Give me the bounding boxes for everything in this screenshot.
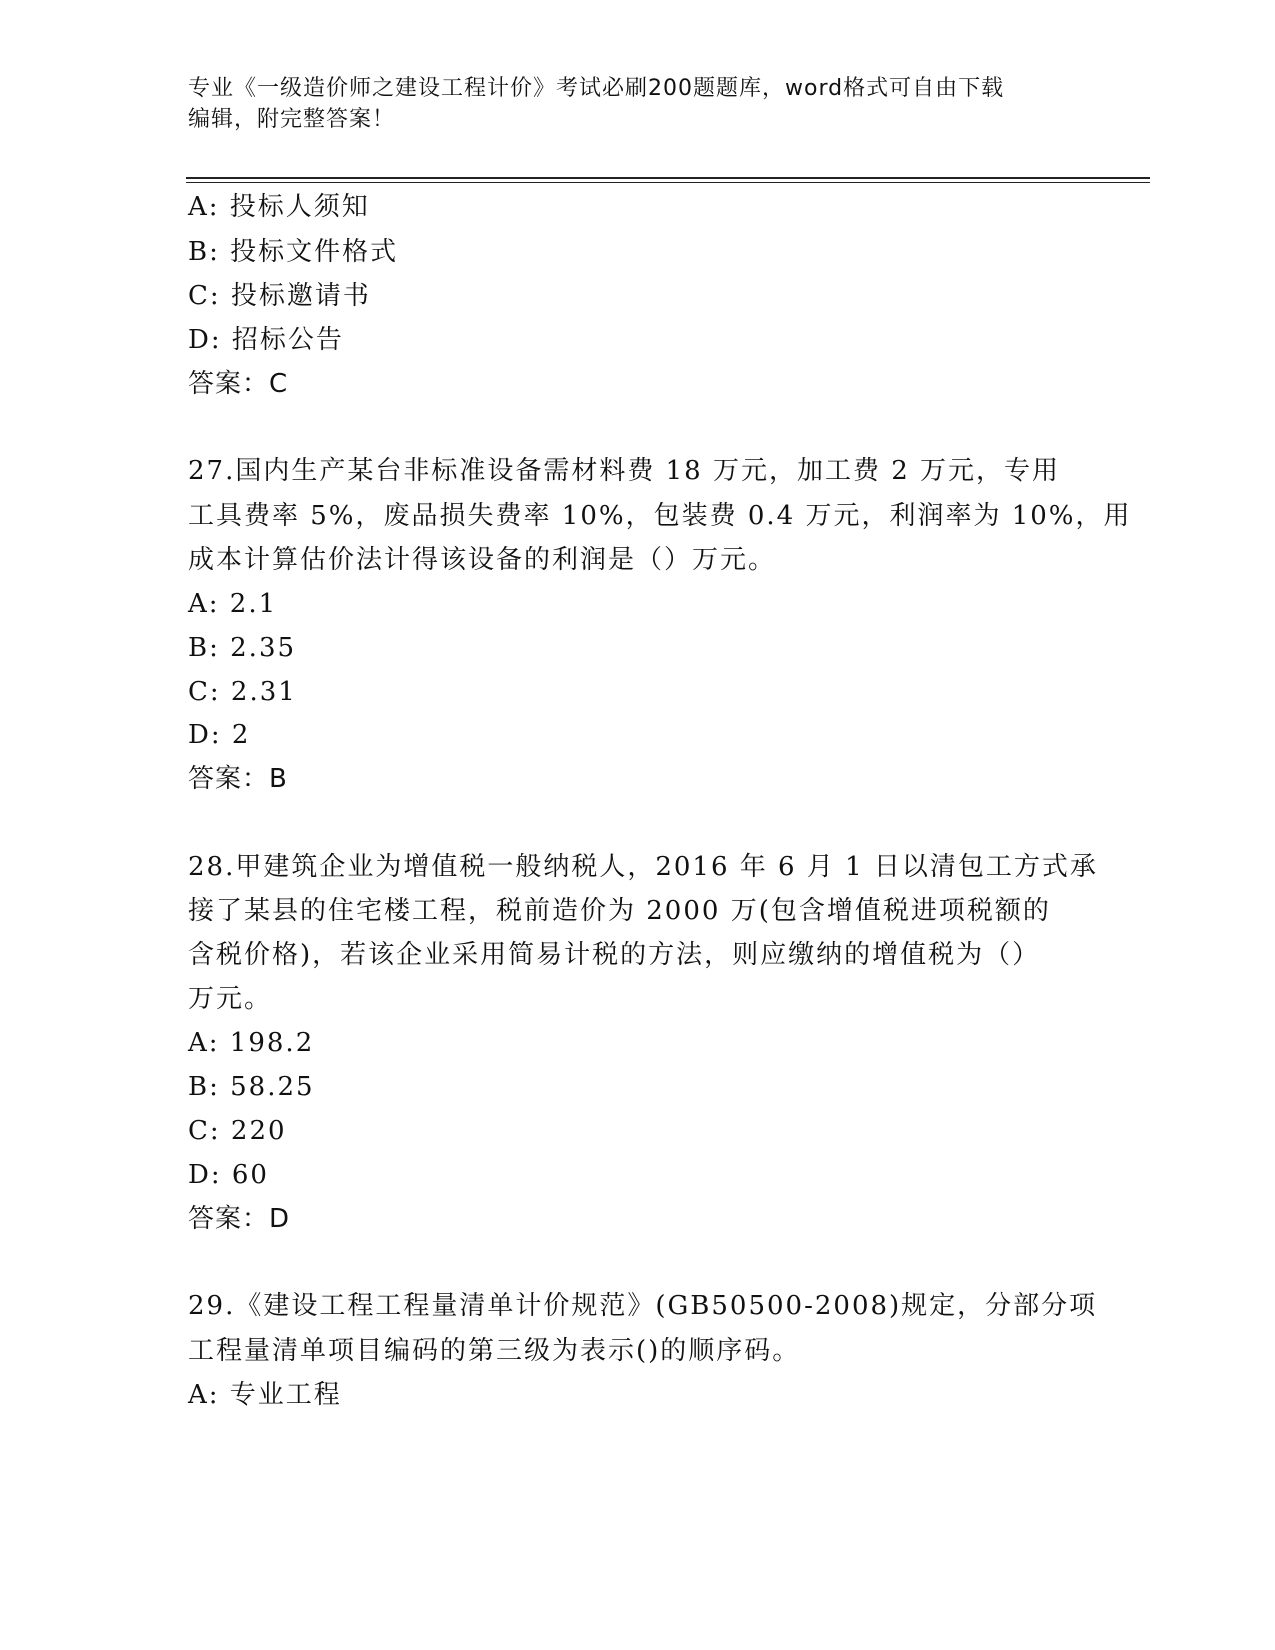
q28-option-a: A: 198.2 — [188, 1028, 315, 1058]
q27-option-b: B: 2.35 — [188, 633, 297, 663]
q27-stem-line-1: 27.国内生产某台非标准设备需材料费 18 万元，加工费 2 万元，专用 — [188, 456, 1061, 486]
q28-option-b: B: 58.25 — [188, 1072, 315, 1102]
document-header — [188, 73, 1088, 135]
header-divider-thick — [186, 177, 1150, 179]
q28-answer: 答案：D — [188, 1204, 291, 1234]
q27-stem-line-3: 成本计算估价法计得该设备的利润是（）万元。 — [188, 545, 777, 575]
q29-stem-line-2: 工程量清单项目编码的第三级为表示()的顺序码。 — [188, 1336, 801, 1366]
header-divider-thin — [186, 182, 1150, 183]
q27-stem-line-2: 工具费率 5%，废品损失费率 10%，包装费 0.4 万元，利润率为 10%，用 — [188, 501, 1132, 531]
q28-stem-line-4: 万元。 — [188, 984, 273, 1014]
q26-option-c: C: 投标邀请书 — [188, 281, 371, 311]
q28-stem-line-2: 接了某县的住宅楼工程，税前造价为 2000 万(包含增值税进项税额的 — [188, 896, 1051, 926]
q28-option-d: D: 60 — [188, 1160, 269, 1190]
q27-answer: 答案：B — [188, 764, 288, 794]
q26-answer: 答案：C — [188, 369, 289, 399]
q29-option-a: A: 专业工程 — [188, 1380, 342, 1410]
q26-option-d: D: 招标公告 — [188, 325, 344, 355]
q27-option-c: C: 2.31 — [188, 677, 297, 707]
q28-stem-line-3: 含税价格)，若该企业采用简易计税的方法，则应缴纳的增值税为（） — [188, 940, 1041, 970]
q27-option-a: A: 2.1 — [188, 589, 278, 619]
q27-option-d: D: 2 — [188, 720, 251, 750]
q28-option-c: C: 220 — [188, 1116, 287, 1146]
header-line-2: 编辑，附完整答案！ — [188, 107, 396, 132]
q28-stem-line-1: 28.甲建筑企业为增值税一般纳税人，2016 年 6 月 1 日以清包工方式承 — [188, 852, 1098, 882]
q26-option-b: B: 投标文件格式 — [188, 237, 399, 267]
q26-option-a: A: 投标人须知 — [188, 192, 370, 222]
q29-stem-line-1: 29.《建设工程工程量清单计价规范》(GB50500-2008)规定，分部分项 — [188, 1291, 1098, 1321]
header-line-1: 专业《一级造价师之建设工程计价》考试必刷200题题库，word格式可自由下载 — [188, 76, 1005, 101]
